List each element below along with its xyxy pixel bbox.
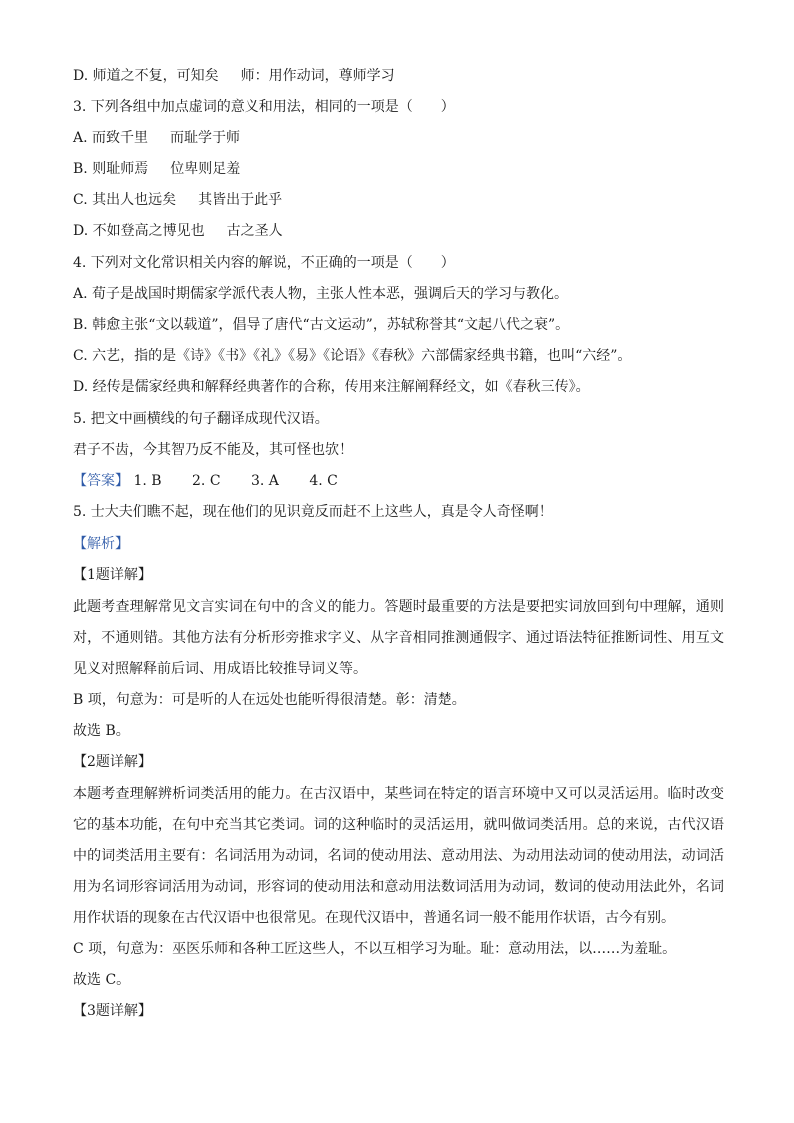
q5-sentence: 君子不齿，今其智乃反不能及，其可怪也欤！	[73, 442, 353, 458]
paragraph-line: 此题考查理解常见文言实词在句中的含义的能力。答题时最重要的方法是要把实词放回到句中理解，通则	[73, 599, 724, 615]
d2-choose: 故选 C。	[73, 972, 131, 988]
q4-option-d: D. 经传是儒家经典和解释经典著作的合称，传用来注解阐释经文，如《春秋三传》。	[73, 379, 590, 395]
q4-option-a: A. 荀子是战国时期儒家学派代表人物，主张人性本恶，强调后天的学习与教化。	[73, 286, 569, 302]
paragraph-line: 对，不通则错。其他方法有分析形旁推求字义、从字音相同推测通假字、通过语法特征推断词性、用互文	[73, 630, 724, 646]
paragraph-line: 本题考查理解辨析词类活用的能力。在古汉语中，某些词在特定的语言环境中又可以灵活运用。临时改变	[73, 786, 724, 802]
option-right: 而耻学于师	[170, 130, 241, 146]
answer-line	[73, 471, 724, 491]
q3-option-a	[73, 128, 724, 148]
answer-item: 1. B	[133, 473, 162, 489]
paragraph-line: 见义对照解释前后词、用成语比较推导词义等。	[73, 661, 367, 677]
d2-item: C 项，句意为：巫医乐师和各种工匠这些人，不以互相学习为耻。耻：意动用法，以……为羞耻。	[73, 941, 677, 957]
d2-paragraph	[73, 779, 724, 934]
option-right: 其皆出于此乎	[198, 192, 283, 208]
d1-choose: 故选 B。	[73, 723, 130, 739]
answer-item: 2. C	[192, 473, 221, 489]
q3-option-b	[73, 159, 724, 179]
paragraph-line: 用为名词形容词活用为动词，形容词的使动用法和意动用法数词活用为动词，数词的使动用法此外，名词	[73, 879, 724, 895]
answer-item: 3. A	[251, 473, 279, 489]
q3-option-d	[73, 221, 724, 241]
analysis-label: 【解析】	[73, 536, 129, 552]
q4-stem: 4. 下列对文化常识相关内容的解说，不正确的一项是（ ）	[73, 255, 455, 271]
option-left: A. 而致千里	[73, 130, 149, 146]
option-note: 师：用作动词，尊师学习	[240, 68, 395, 84]
paragraph-line: 用作状语的现象在古代汉语中也很常见。在现代汉语中，普通名词一般不能用作状语，古今有别。	[73, 910, 675, 926]
paragraph-line: 它的基本功能，在句中充当其它类词。词的这种临时的灵活运用，就叫做词类活用。总的来说，古代汉语	[73, 817, 724, 833]
d1-item: B 项，句意为：可是听的人在远处也能听得很清楚。彰：清楚。	[73, 692, 466, 708]
option-right: 古之圣人	[226, 223, 283, 239]
paragraph-line: 中的词类活用主要有：名词活用为动词，名词的使动用法、意动用法、为动用法动词的使动用法，动词活	[73, 848, 724, 864]
option-text: D. 师道之不复，可知矣	[73, 68, 219, 84]
answer-item: 4. C	[309, 473, 338, 489]
q3-option-c	[73, 190, 724, 210]
option-left: D. 不如登高之博见也	[73, 223, 205, 239]
d3-heading: 【3题详解】	[73, 1003, 152, 1019]
q4-option-b: B. 韩愈主张“文以载道”，倡导了唐代“古文运动”，苏轼称誉其“文起八代之衰”。	[73, 317, 570, 333]
option-right: 位卑则足羞	[170, 161, 241, 177]
option-left: C. 其出人也远矣	[73, 192, 177, 208]
q3-stem: 3. 下列各组中加点虚词的意义和用法，相同的一项是（ ）	[73, 99, 455, 115]
d2-heading: 【2题详解】	[73, 754, 152, 770]
q2-option-d	[73, 66, 724, 86]
q4-option-c: C. 六艺，指的是《诗》《书》《礼》《易》《论语》《春秋》六部儒家经典书籍，也叫“六经”。	[73, 348, 632, 364]
q5-stem: 5. 把文中画横线的句子翻译成现代汉语。	[73, 411, 329, 427]
d1-heading: 【1题详解】	[73, 567, 152, 583]
answer-label: 【答案】	[73, 473, 129, 489]
option-left: B. 则耻师焉	[73, 161, 149, 177]
answer-translation: 5. 士大夫们瞧不起，现在他们的见识竟反而赶不上这些人，真是令人奇怪啊！	[73, 504, 553, 520]
d1-paragraph	[73, 592, 724, 685]
